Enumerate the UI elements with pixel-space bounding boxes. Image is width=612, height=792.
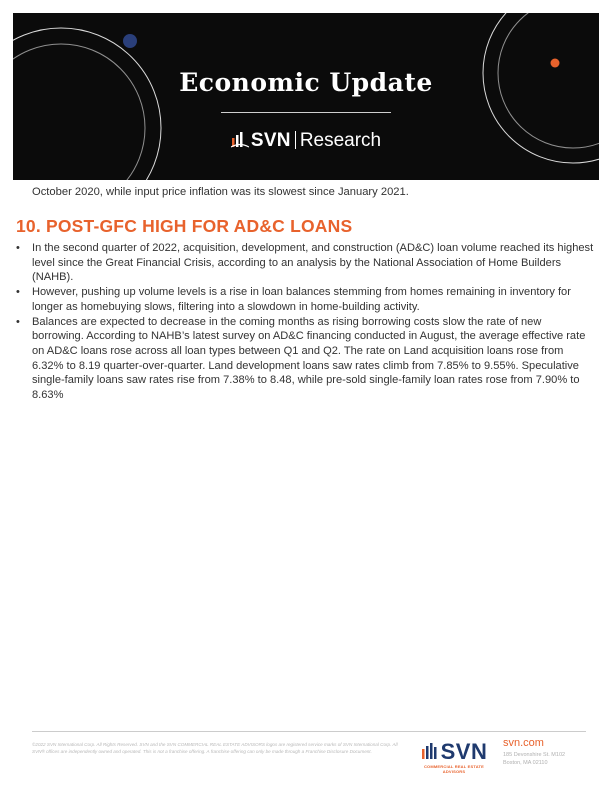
bullet-icon: • bbox=[16, 315, 20, 328]
section-heading: 10. POST-GFC HIGH FOR AD&C LOANS bbox=[16, 216, 353, 236]
footer-legal-text: ©2022 SVN International Corp. All Rights Reserved. SVN and the SVN COMMERCIAL REAL ESTATE ADVISORS logos are registered service marks of SVN International Corp. All SVN® offices are independently owned and operated. This is not a franchise offering. A franchise offering can only be made through a Franchise Disclosure Document. bbox=[32, 742, 398, 754]
list-item bbox=[16, 315, 594, 403]
website-link[interactable]: svn.com bbox=[503, 737, 544, 749]
svn-logo-icon bbox=[421, 741, 439, 766]
footer-contact bbox=[503, 737, 565, 767]
bullet-text: Balances are expected to decrease in the coming months as rising borrowing costs slow the rate of new borrowing. According to NAHB’s latest survey on AD&C financing conducted in August, the average effective rate on AD&C loans rose across all loan types between Q1 and Q2. The rate on Land acquisition loans rose from 6.32% to 8.19 quarter-over-quarter. Land development loans saw rates climb from 7.85% to 9.55%. Speculative single-family loans saw rates rise from 7.38% to 8.48, while pre-sold single-family loan rates rose from 7.90% to 8.63% bbox=[32, 315, 586, 402]
list-item bbox=[16, 285, 594, 314]
header-banner bbox=[13, 13, 599, 180]
brand-separator bbox=[295, 131, 296, 149]
bullet-text: In the second quarter of 2022, acquisition, development, and construction (AD&C) loan volume reached its highest level since the Great Financial Crisis, according to an analysis by the National Association of Home Builders (NAHB). bbox=[32, 242, 594, 284]
bullet-list bbox=[16, 241, 594, 403]
address-line-1: 185 Devonshire St. M102 bbox=[503, 752, 566, 758]
title-divider bbox=[221, 112, 391, 113]
svn-logo-icon bbox=[231, 131, 249, 155]
brand-svn: SVN bbox=[250, 130, 291, 151]
footer-logo-word: SVN bbox=[440, 739, 488, 764]
footer-logo-tagline: COMMERCIAL REAL ESTATE ADVISORS bbox=[423, 764, 485, 774]
bullet-icon: • bbox=[16, 286, 20, 299]
list-item bbox=[16, 241, 594, 285]
bullet-icon: • bbox=[16, 242, 20, 254]
svn-research-brand bbox=[13, 130, 599, 155]
address-line-2: Boston, MA 02110 bbox=[503, 760, 548, 766]
continued-paragraph: October 2020, while input price inflation was its slowest since January 2021. bbox=[32, 186, 409, 198]
bullet-text: However, pushing up volume levels is a rise in loan balances stemming from homes remaining in inventory for longer as homebuying slows, filtering into a slowdown in home-building activity. bbox=[32, 286, 571, 313]
orbit-dot-orange bbox=[551, 59, 560, 68]
footer-logo bbox=[413, 739, 495, 774]
orbit-dot-blue bbox=[123, 34, 137, 48]
footer-divider bbox=[32, 731, 586, 732]
page-title: Economic Update bbox=[179, 68, 433, 97]
brand-research: Research bbox=[299, 130, 382, 151]
